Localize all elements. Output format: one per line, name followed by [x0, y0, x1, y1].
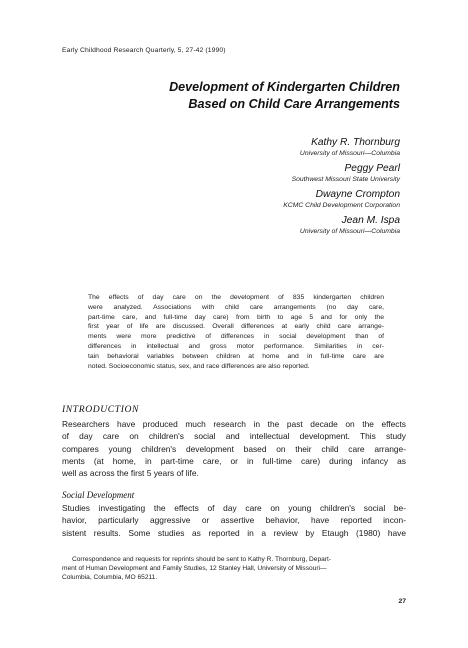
body-line: havior, particularly aggressive or assertive behavior, have reported incon-: [62, 515, 406, 526]
body-line: ments (at home, in part-time care, or in full-time care) during infancy as: [62, 455, 406, 466]
author-name: Peggy Pearl: [344, 163, 400, 174]
author-entry: [283, 163, 400, 184]
body-line: sistent results. Some studies as reported in a review by Etaugh (1980) have: [62, 527, 406, 538]
body-line: of day care on children's social and intellectual development. This study: [62, 431, 406, 442]
abstract-line: tain behavioral variables between children at home and in full-time care are: [88, 352, 384, 360]
footnote-line: ment of Human Development and Family Studies, 12 Stanley Hall, University of Missouri—: [62, 564, 327, 572]
running-head: Early Childhood Research Quarterly, 5, 27-42 (1990): [62, 47, 226, 54]
abstract: [88, 293, 384, 371]
author-affiliation: University of Missouri—Columbia: [299, 228, 400, 235]
abstract-line: ments were more predictive of differences in social development than of: [88, 333, 384, 341]
author-affiliation: University of Missouri—Columbia: [299, 150, 400, 157]
author-entry: [283, 189, 400, 210]
abstract-line: differences in intellectual and gross motor performance. Similarities in cer-: [88, 342, 384, 350]
article-title: [169, 79, 400, 113]
footnote-line: Columbia, Columbia, MO 65211.: [62, 573, 158, 581]
abstract-line: part-time care, and full-time day care) from birth to age 5 and for only the: [88, 313, 384, 321]
author-affiliation: KCMC Child Development Corporation: [283, 202, 400, 209]
abstract-line: noted. Socioeconomic status, sex, and race differences are also reported.: [88, 362, 310, 370]
author-list: [283, 137, 400, 241]
author-name: Jean M. Ispa: [341, 215, 400, 226]
abstract-line: were analyzed. Associations with child care arrangements (no day care,: [88, 303, 384, 311]
body-line: Researchers have produced much research in the past decade on the effects: [62, 419, 406, 429]
abstract-line: first year of life are discussed. Overall differences at early child care arrange-: [88, 323, 384, 331]
body-line: compares young children's development based on their child care arrange-: [62, 443, 406, 454]
introduction-paragraph: [62, 418, 406, 479]
title-line-2: Based on Child Care Arrangements: [188, 97, 400, 111]
author-name: Kathy R. Thornburg: [311, 137, 400, 148]
body-line: well as across the first 5 years of life.: [62, 468, 199, 479]
introduction-heading: INTRODUCTION: [62, 404, 140, 415]
author-affiliation: Southwest Missouri State University: [291, 176, 400, 183]
author-entry: [283, 215, 400, 236]
correspondence-footnote: [62, 556, 406, 582]
footnote-line: Correspondence and requests for reprints should be sent to Kathy R. Thornburg, Depart-: [72, 556, 332, 563]
social-development-paragraph: [62, 502, 406, 539]
page-number: 27: [398, 598, 406, 605]
title-line-1: Development of Kindergarten Children: [169, 80, 400, 94]
abstract-line: The effects of day care on the development of 835 kindergarten children: [88, 294, 384, 301]
social-development-heading: Social Development: [62, 490, 135, 500]
author-entry: [283, 137, 400, 158]
author-name: Dwayne Crompton: [315, 189, 400, 200]
body-line: Studies investigating the effects of day care on young children's social be-: [62, 503, 406, 513]
